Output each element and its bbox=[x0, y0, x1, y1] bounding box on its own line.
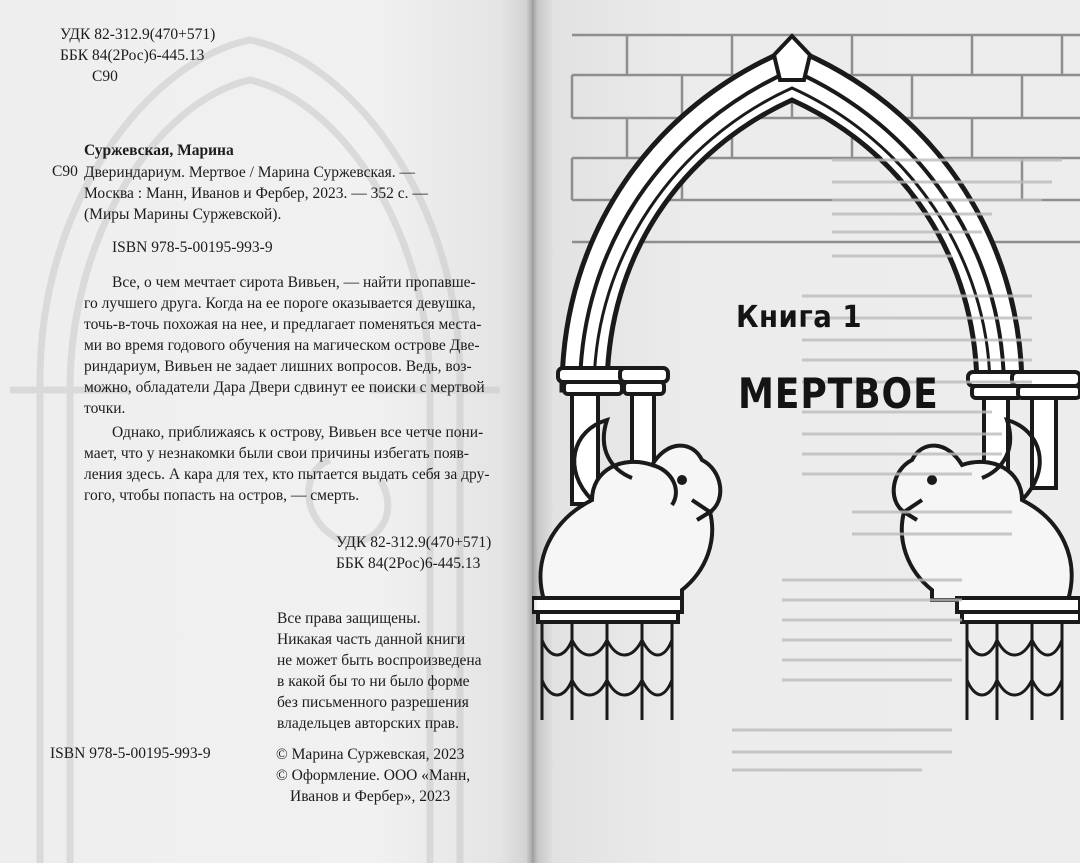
left-page bbox=[0, 0, 532, 863]
rights-line: в какой бы то ни было форме bbox=[277, 673, 470, 690]
copyright-notice bbox=[276, 744, 470, 807]
annotation-line: мает, что у незнакомки были свои причины избегать появ- bbox=[84, 445, 469, 462]
annotation-line: го лучшего друга. Когда на ее пороге оказывается девушка, bbox=[84, 295, 476, 312]
rights-line: без письменного разрешения bbox=[277, 694, 469, 711]
annotation-line: точь-в-точь похожая на нее, и предлагает поменяться места- bbox=[84, 316, 482, 333]
catalog-codes-top bbox=[60, 24, 215, 87]
bbk-code: ББК 84(2Рос)6-445.13 bbox=[60, 47, 205, 64]
author-heading: Суржевская, Марина bbox=[84, 142, 234, 159]
rights-line: владельцев авторских прав. bbox=[277, 715, 459, 732]
annotation-line: Однако, приближаясь к острову, Вивьен все четче пони- bbox=[112, 424, 484, 441]
biblio-line: (Миры Марины Суржевской). bbox=[84, 206, 282, 223]
biblio-line: Москва : Манн, Иванов и Фербер, 2023. — 352 с. — bbox=[84, 185, 428, 202]
copyright-line: © Оформление. ООО «Манн, bbox=[276, 767, 471, 784]
udk-code: УДК 82-312.9(470+571) bbox=[336, 534, 492, 551]
annotation-line: можно, обладатели Дара Двери сдвинут ее поиски с мертвой bbox=[84, 379, 485, 396]
rights-notice bbox=[277, 608, 482, 734]
isbn-record: ISBN 978-5-00195-993-9 bbox=[112, 239, 273, 256]
annotation bbox=[84, 272, 490, 506]
annotation-line: ми во время годового обучения на магическом острове Две- bbox=[84, 337, 480, 354]
annotation-line: гого, чтобы попасть на остров, — смерть. bbox=[84, 487, 360, 504]
gothic-arch-illustration bbox=[532, 0, 1080, 863]
author-cipher: С90 bbox=[52, 163, 78, 180]
rights-line: не может быть воспроизведена bbox=[277, 652, 482, 669]
bbk-code: ББК 84(2Рос)6-445.13 bbox=[336, 555, 481, 572]
book-gutter bbox=[526, 0, 538, 863]
rights-line: Никакая часть данной книги bbox=[277, 631, 466, 648]
udk-code: УДК 82-312.9(470+571) bbox=[60, 26, 216, 43]
right-page bbox=[532, 0, 1080, 863]
author-sign: С90 bbox=[92, 68, 118, 85]
biblio-line: Двериндариум. Мертвое / Марина Суржевская. — bbox=[84, 164, 416, 181]
copyright-line: Иванов и Фербер», 2023 bbox=[290, 788, 451, 805]
copyright-line: © Марина Суржевская, 2023 bbox=[276, 746, 465, 763]
annotation-line: ления здесь. А кара для тех, кто пытается выдать себя за дру- bbox=[84, 466, 490, 483]
book-title: МЕРТВОЕ bbox=[738, 369, 939, 418]
book-number: Книга 1 bbox=[736, 300, 863, 335]
bibliographic-record bbox=[84, 162, 428, 225]
annotation-line: риндариум, Вивьен не задает лишних вопросов. Ведь, воз- bbox=[84, 358, 472, 375]
catalog-codes-bottom bbox=[336, 532, 491, 574]
isbn-bottom: ISBN 978-5-00195-993-9 bbox=[50, 745, 211, 762]
annotation-line: точки. bbox=[84, 400, 126, 417]
annotation-line: Все, о чем мечтает сирота Вивьен, — найти пропавше- bbox=[112, 274, 476, 291]
rights-line: Все права защищены. bbox=[277, 610, 421, 627]
